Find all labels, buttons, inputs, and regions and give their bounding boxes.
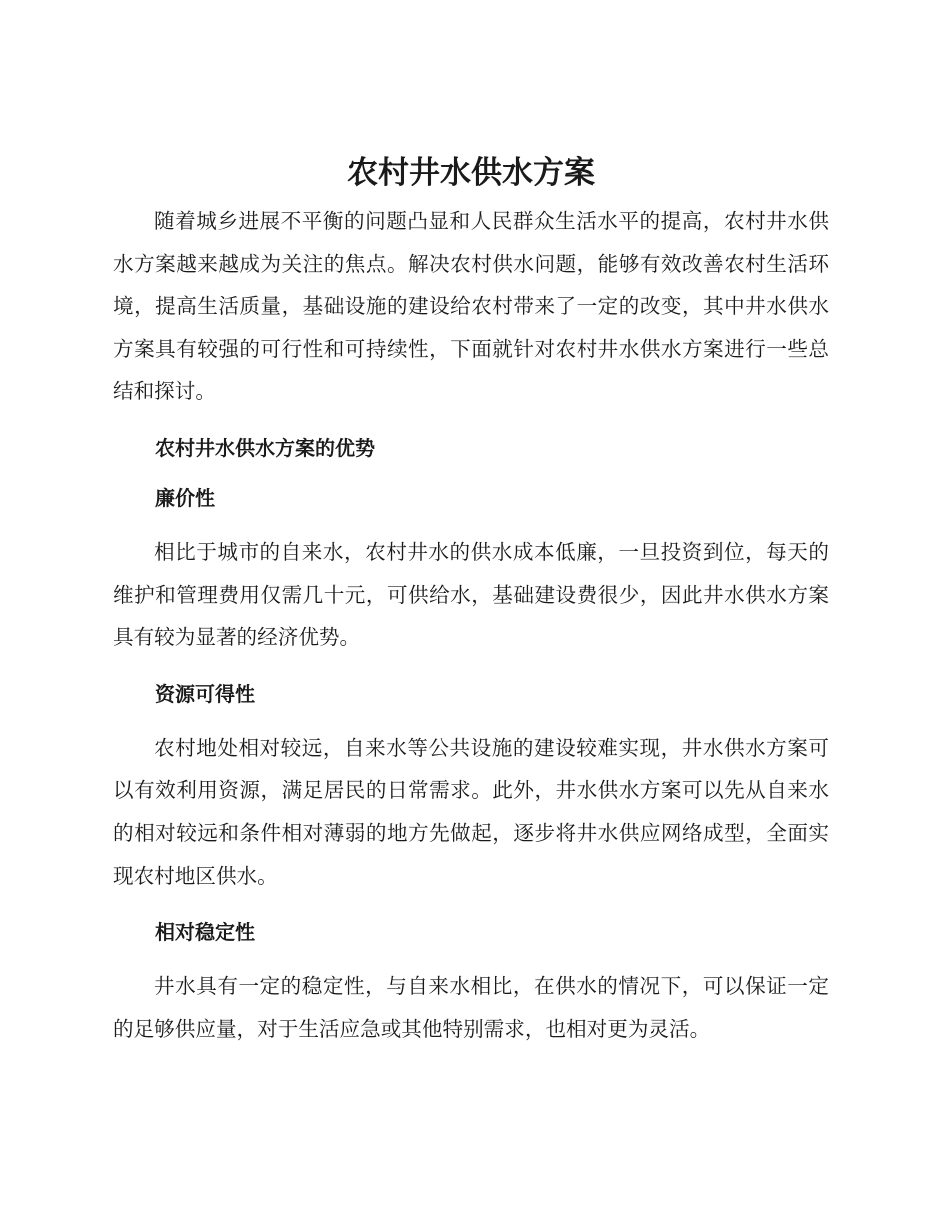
subsection-heading-stability: 相对稳定性	[155, 920, 255, 945]
subsection-heading-resource-availability: 资源可得性	[155, 681, 255, 706]
section-heading-advantages: 农村井水供水方案的优势	[155, 435, 375, 460]
subsection-body-stability: 井水具有一定的稳定性，与自来水相比，在供水的情况下，可以保证一定的足够供应量，对于生活应急或其他特别需求，也相对更为灵活。	[113, 974, 829, 1041]
subsection-body-resource-availability: 农村地处相对较远，自来水等公共设施的建设较难实现，井水供水方案可以有效利用资源，满足居民的日常需求。此外，井水供水方案可以先从自来水的相对较远和条件相对薄弱的地方先做起，逐步将井水供应网络成型，全面实现农村地区供水。	[113, 735, 829, 888]
document-page	[113, 148, 829, 1050]
intro-paragraph: 随着城乡进展不平衡的问题凸显和人民群众生活水平的提高，农村井水供水方案越来越成为关注的焦点。解决农村供水问题，能够有效改善农村生活环境，提高生活质量，基础设施的建设给农村带来了一定的改变，其中井水供水方案具有较强的可行性和可持续性，下面就针对农村井水供水方案进行一些总结和探讨。	[113, 209, 829, 404]
subsection-heading-low-cost: 廉价性	[155, 485, 215, 510]
document-title: 农村井水供水方案	[347, 155, 595, 191]
subsection-body-low-cost: 相比于城市的自来水，农村井水的供水成本低廉，一旦投资到位，每天的维护和管理费用仅需几十元，可供给水，基础建设费很少，因此井水供水方案具有较为显著的经济优势。	[113, 539, 829, 650]
